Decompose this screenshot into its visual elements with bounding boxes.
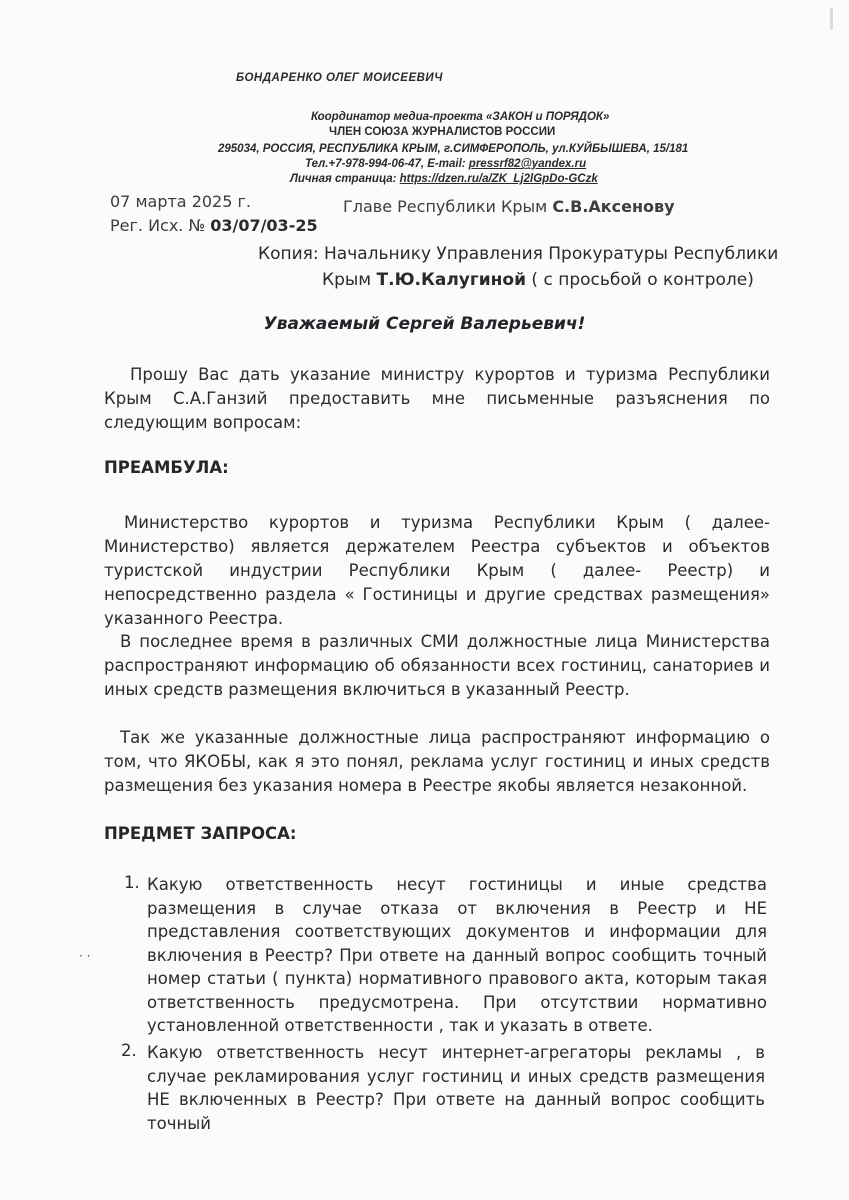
subject-heading: ПРЕДМЕТ ЗАПРОСА: — [104, 824, 297, 843]
preamble-heading: ПРЕАМБУЛА: — [104, 458, 229, 477]
list-item-text: Какую ответственность несут гостиницы и иные средства размещения в случае отказа от включения в Реестр и НЕ представления соответствующих документов и информации для включения в Реестр? При ответе на данный вопрос сообщить точный номер статьи ( пункта) нормативного правового акта, которым такая ответственность предусмотрена. При отсутствии нормативно установленной ответственности , так и указать в ответе. — [147, 875, 767, 1035]
letterhead-membership: ЧЛЕН СОЮЗА ЖУРНАЛИСТОВ РОССИИ — [329, 126, 556, 138]
reg-label: Рег. Исх. № — [110, 216, 211, 235]
list-item-text: Какую ответственность несут интернет-агрегаторы рекламы , в случае рекламирования услуг гостиниц и иных средств размещения НЕ включенных в Реестр? При ответе на данный вопрос сообщить точный — [147, 1043, 765, 1133]
preamble-paragraph-3: Так же указанные должностные лица распространяют информацию о том, что ЯКОБЫ, как я это понял, реклама услуг гостиниц и иных средств размещения без указания номера в Реестре якобы является незаконной. — [104, 728, 770, 795]
copy-line2-prefix: Крым — [322, 270, 377, 290]
letterhead-email-link[interactable]: pressrf82@yandex.ru — [468, 158, 587, 170]
letterhead-coordinator: Координатор медиа-проекта «ЗАКОН и ПОРЯДОК» — [311, 111, 610, 123]
letterhead-name: БОНДАРЕНКО ОЛЕГ МОИСЕЕВИЧ — [236, 72, 443, 84]
preamble-paragraph-2: В последнее время в различных СМИ должностные лица Министерства распространяют информацию об обязанности всех гостиниц, санаториев и иных средств размещения включиться в указанный Реестр. — [104, 632, 770, 699]
scan-dots: · · — [79, 949, 91, 963]
preamble-paragraph-1: Министерство курортов и туризма Республики Крым ( далее-Министерство) является держателем Реестра субъектов и объектов туристской индустрии Республики Крым ( далее- Реестр) и непосредственно раздела « Гостиницы и другие средствах размещения» указанного Реестра. — [104, 513, 770, 628]
letterhead-phone: Тел.+7-978-994-06-47, E-mail: — [305, 158, 469, 170]
scan-artifact — [830, 8, 833, 30]
registration-number — [110, 216, 318, 235]
letterhead-page-link[interactable]: https://dzen.ru/a/ZK_Lj2lGpDo-GCzk — [399, 173, 598, 185]
addressee — [343, 197, 675, 216]
copy-recipient-line1: Копия: Начальнику Управления Прокуратуры Республики — [258, 244, 779, 264]
list-item-number: 1. — [124, 873, 140, 892]
list-item-number: 2. — [121, 1041, 137, 1060]
addressee-name: С.В.Аксенову — [552, 197, 675, 216]
letter-date: 07 марта 2025 г. — [110, 192, 251, 211]
reg-value: 03/07/03-25 — [210, 216, 318, 235]
salutation: Уважаемый Сергей Валерьевич! — [263, 314, 586, 334]
copy-recipient-line2 — [322, 270, 754, 290]
letterhead-address: 295034, РОССИЯ, РЕСПУБЛИКА КРЫМ, г.СИМФЕРОПОЛЬ, ул.КУЙБЫШЕВА, 15/181 — [218, 143, 689, 155]
addressee-title: Главе Республики Крым — [343, 197, 553, 216]
letterhead-page-label: Личная страница: — [290, 173, 400, 185]
copy-line2-suffix: ( с просьбой о контроле) — [526, 270, 754, 290]
copy-recipient-name: Т.Ю.Калугиной — [376, 270, 527, 290]
letterhead-personal-page — [290, 173, 598, 185]
request-paragraph: Прошу Вас дать указание министру курортов и туризма Республики Крым С.А.Ганзий предоставить мне письменные разъяснения по следующим вопросам: — [104, 365, 770, 432]
letterhead-contacts — [305, 158, 586, 170]
